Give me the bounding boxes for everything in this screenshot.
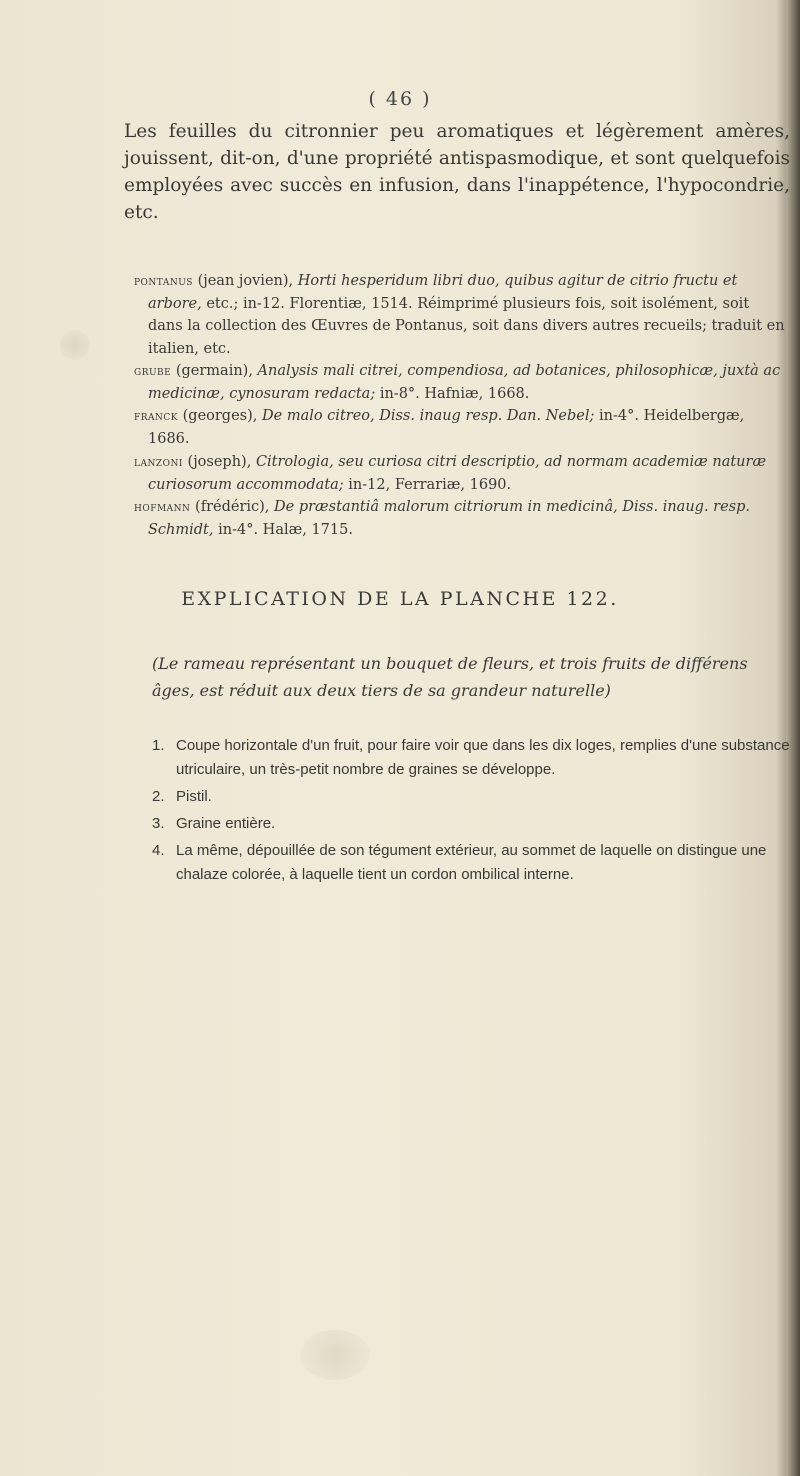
- bib-details: in-4°. Heidelbergæ, 1686.: [148, 408, 745, 448]
- legend-text: Coupe horizontale d'un fruit, pour faire voir que dans les dix loges, remplies d'une substance utriculaire, un très-petit nombre de graines se développe.: [176, 737, 790, 778]
- legend-item: [152, 734, 792, 782]
- bib-author-detail: (georges),: [182, 408, 258, 425]
- bibliography: [134, 270, 788, 541]
- bib-details: in-12, Ferrariæ, 1690.: [348, 476, 512, 493]
- legend-item: [152, 812, 792, 836]
- legend-text: Pistil.: [176, 788, 212, 805]
- page-number: ( 46 ): [368, 88, 432, 110]
- bib-author: lanzoni: [134, 454, 183, 470]
- plate-legend: [152, 734, 792, 890]
- legend-number: 3.: [152, 815, 165, 832]
- legend-item: [152, 785, 792, 809]
- bib-details: etc.; in-12. Florentiæ, 1514. Réimprimé plusieurs fois, soit isolément, soit dans la collection des Œuvres de Pontanus, soit dans divers autres recueils; traduit en italien, etc.: [148, 296, 785, 357]
- legend-text: La même, dépouillée de son tégument extérieur, au sommet de laquelle on distingue une chalaze colorée, à laquelle tient un cordon ombilical interne.: [176, 842, 767, 883]
- bib-author-detail: (jean jovien),: [197, 273, 294, 289]
- bib-title: De præstantiâ malorum citriorum in medicinâ, Diss. inaug. resp. Schmidt,: [148, 499, 751, 539]
- bib-title: Analysis mali citrei, compendiosa, ad botanices, philosophicæ, juxtà ac medicinæ, cynosuram redacta;: [148, 362, 781, 403]
- bib-author: franck: [134, 409, 179, 425]
- legend-text: Graine entière.: [176, 815, 276, 832]
- section-title: EXPLICATION DE LA PLANCHE 122.: [181, 588, 619, 610]
- plate-caption: (Le rameau représentant un bouquet de fleurs, et trois fruits de différens âges, est réduit aux deux tiers de sa grandeur naturelle): [152, 654, 748, 700]
- bib-details: in-8°. Hafniæ, 1668.: [379, 386, 530, 403]
- bibliography-entry: [134, 270, 788, 360]
- bib-author-detail: (frédéric),: [195, 499, 270, 516]
- bibliography-entry: [134, 360, 788, 405]
- bib-title: Horti hesperidum libri duo, quibus agitur de citrio fructu et arbore,: [148, 273, 738, 313]
- legend-item: [152, 839, 792, 887]
- legend-number: 1.: [152, 737, 165, 754]
- bibliography-entry: [134, 496, 788, 541]
- bibliography-entry: [134, 405, 788, 450]
- bib-details: in-4°. Halæ, 1715.: [218, 522, 353, 539]
- bib-author: pontanus: [134, 274, 193, 289]
- bib-author-detail: (joseph),: [187, 453, 252, 470]
- paper-stain: [60, 330, 90, 360]
- bib-author: grube: [134, 363, 172, 379]
- bib-title: Citrologia, seu curiosa citri descriptio, ad normam academiæ naturæ curiosorum accommodata;: [148, 453, 767, 493]
- legend-number: 2.: [152, 788, 165, 805]
- bib-author-detail: (germain),: [175, 362, 253, 379]
- bib-author: hofmann: [134, 500, 191, 516]
- bib-title: De malo citreo, Diss. inaug resp. Dan. Nebel;: [262, 408, 595, 425]
- paper-stain: [300, 1330, 370, 1380]
- intro-paragraph: Les feuilles du citronnier peu aromatiques et légèrement amères, jouissent, dit-on, d'une propriété antispasmodique, et sont quelquefois employées avec succès en infusion, dans l'inappétence, l'hypocondrie, etc.: [124, 121, 790, 223]
- legend-number: 4.: [152, 842, 165, 859]
- bibliography-entry: [134, 451, 788, 496]
